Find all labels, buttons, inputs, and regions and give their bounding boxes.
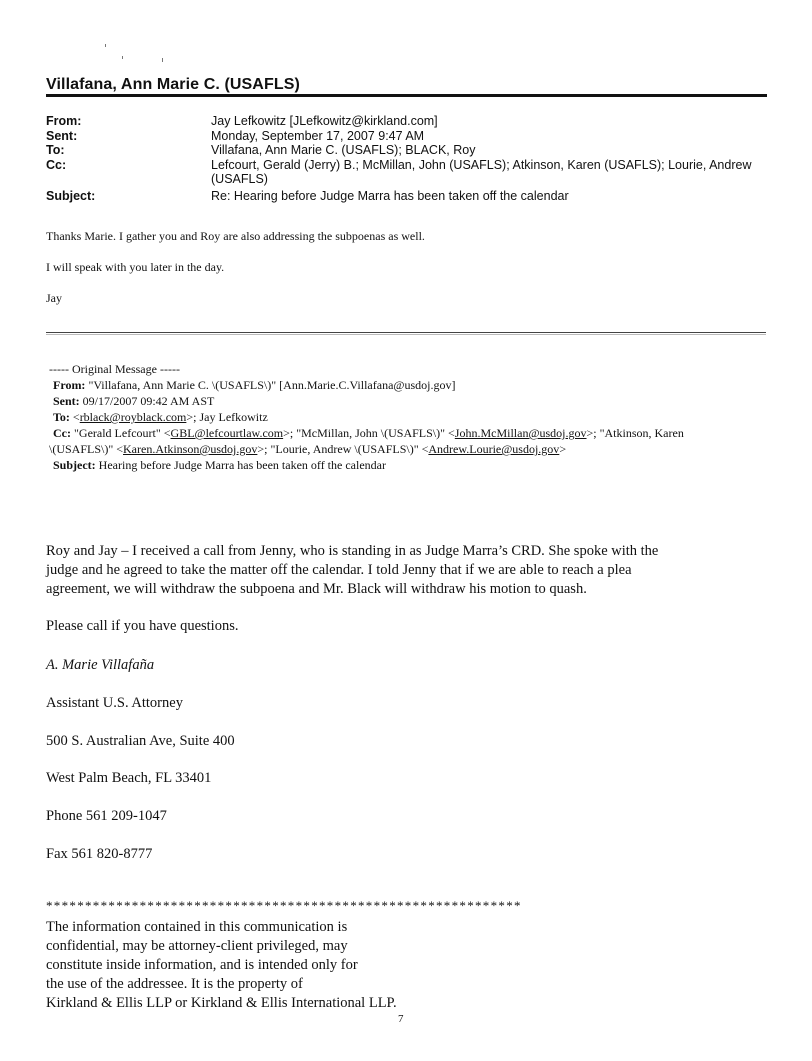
- scan-speck: [162, 58, 163, 62]
- cc-text: \(USAFLS\)" <: [49, 442, 124, 456]
- reply-line-2: I will speak with you later in the day.: [46, 260, 225, 274]
- reply-signoff: Jay: [46, 291, 62, 305]
- signature-phone: Phone 561 209-1047: [46, 808, 167, 824]
- header-to-row: [46, 143, 776, 158]
- message-para2: Please call if you have questions.: [46, 618, 239, 634]
- to-email-link[interactable]: rblack@royblack.com: [79, 410, 187, 424]
- document-title: Villafana, Ann Marie C. (USAFLS): [46, 76, 300, 93]
- header-sent-label: Sent:: [46, 128, 78, 143]
- original-cc-label: Cc:: [53, 426, 71, 440]
- disclaimer-stars: *************************************************************: [46, 898, 522, 913]
- signature-title: Assistant U.S. Attorney: [46, 695, 183, 711]
- original-cc-continued: [49, 441, 789, 457]
- header-cc-row: [46, 158, 776, 187]
- header-from-row: [46, 114, 776, 129]
- header-cc-label: Cc:: [46, 157, 67, 172]
- cc-text: >; "Lourie, Andrew \(USAFLS\)" <: [257, 442, 429, 456]
- original-to-label: To:: [53, 410, 70, 424]
- header-subject-value: Re: Hearing before Judge Marra has been taken off the calendar: [211, 188, 569, 203]
- header-sent-row: [46, 129, 776, 144]
- header-cc-value: Lefcourt, Gerald (Jerry) B.; McMillan, John (USAFLS); Atkinson, Karen (USAFLS); Lourie, Andrew (USAFLS): [211, 157, 752, 186]
- title-underline: [46, 94, 767, 97]
- original-to: To: <rblack@royblack.com>; Jay Lefkowitz: [53, 410, 268, 424]
- signature-name: A. Marie Villafaña: [46, 657, 155, 673]
- disclaimer-line-3: constitute inside information, and is intended only for: [46, 957, 358, 973]
- message-para1-line3: agreement, we will withdraw the subpoena and Mr. Black will withdraw his motion to quash.: [46, 581, 587, 597]
- header-to-label: To:: [46, 143, 65, 157]
- signature-fax: Fax 561 820-8777: [46, 846, 153, 862]
- cc-email-link-mcmillan[interactable]: John.McMillan@usdoj.gov: [454, 426, 587, 440]
- original-from-label: From:: [53, 378, 86, 392]
- scan-speck: [122, 56, 123, 59]
- header-from-label: From:: [46, 114, 82, 128]
- cc-email-link-atkinson[interactable]: Karen.Atkinson@usdoj.gov: [123, 442, 258, 456]
- page-number: 7: [398, 1013, 404, 1025]
- header-from-value: Jay Lefkowitz [JLefkowitz@kirkland.com]: [211, 114, 438, 128]
- signature-address-1: 500 S. Australian Ave, Suite 400: [46, 733, 235, 749]
- scan-speck: [105, 44, 106, 47]
- disclaimer-line-5: Kirkland & Ellis LLP or Kirkland & Ellis International LLP.: [46, 995, 397, 1011]
- header-subject-row: [46, 189, 776, 204]
- signature-address-2: West Palm Beach, FL 33401: [46, 770, 212, 786]
- disclaimer-line-4: the use of the addressee. It is the property of: [46, 976, 303, 992]
- cc-text: >: [559, 442, 567, 456]
- cc-text: "Gerald Lefcourt" <: [74, 426, 171, 440]
- separator-line: [46, 332, 766, 333]
- message-body: [46, 542, 786, 636]
- cc-text: >; "Atkinson, Karen: [586, 426, 684, 440]
- original-sent: [49, 393, 789, 409]
- email-header: [46, 114, 776, 203]
- original-from: [49, 377, 789, 393]
- original-message: [49, 361, 789, 473]
- original-message-heading: ----- Original Message -----: [49, 362, 180, 376]
- disclaimer: [46, 918, 466, 1013]
- original-subject-label: Subject:: [53, 458, 96, 472]
- header-to-value: Villafana, Ann Marie C. (USAFLS); BLACK, Roy: [211, 143, 476, 157]
- cc-email-link-lourie[interactable]: Andrew.Lourie@usdoj.gov: [428, 442, 560, 456]
- message-para1-line1: Roy and Jay – I received a call from Jenny, who is standing in as Judge Marra’s CRD. She spoke with the: [46, 543, 659, 559]
- cc-email-link-lefcourt[interactable]: GBL@lefcourtlaw.com: [170, 426, 284, 440]
- cc-text: >; "McMillan, John \(USAFLS\)" <: [283, 426, 455, 440]
- original-subject: [49, 457, 789, 473]
- disclaimer-line-1: The information contained in this communication is: [46, 919, 348, 935]
- original-cc: [49, 425, 789, 441]
- original-sent-label: Sent:: [53, 394, 80, 408]
- original-subject-value: Hearing before Judge Marra has been taken off the calendar: [98, 458, 386, 472]
- original-to-rest: ; Jay Lefkowitz: [193, 410, 268, 424]
- original-from-value: "Villafana, Ann Marie C. \(USAFLS\)" [Ann.Marie.C.Villafana@usdoj.gov]: [88, 378, 456, 392]
- original-sent-value: 09/17/2007 09:42 AM AST: [82, 394, 215, 408]
- separator-line-shadow: [46, 334, 766, 335]
- message-para1-line2: judge and he agreed to take the matter off the calendar. I told Jenny that if we are able to reach a plea: [46, 562, 632, 578]
- header-subject-label: Subject:: [46, 188, 96, 203]
- header-sent-value: Monday, September 17, 2007 9:47 AM: [211, 128, 425, 143]
- disclaimer-line-2: confidential, may be attorney-client privileged, may: [46, 938, 348, 954]
- reply-line-1: Thanks Marie. I gather you and Roy are also addressing the subpoenas as well.: [46, 229, 425, 243]
